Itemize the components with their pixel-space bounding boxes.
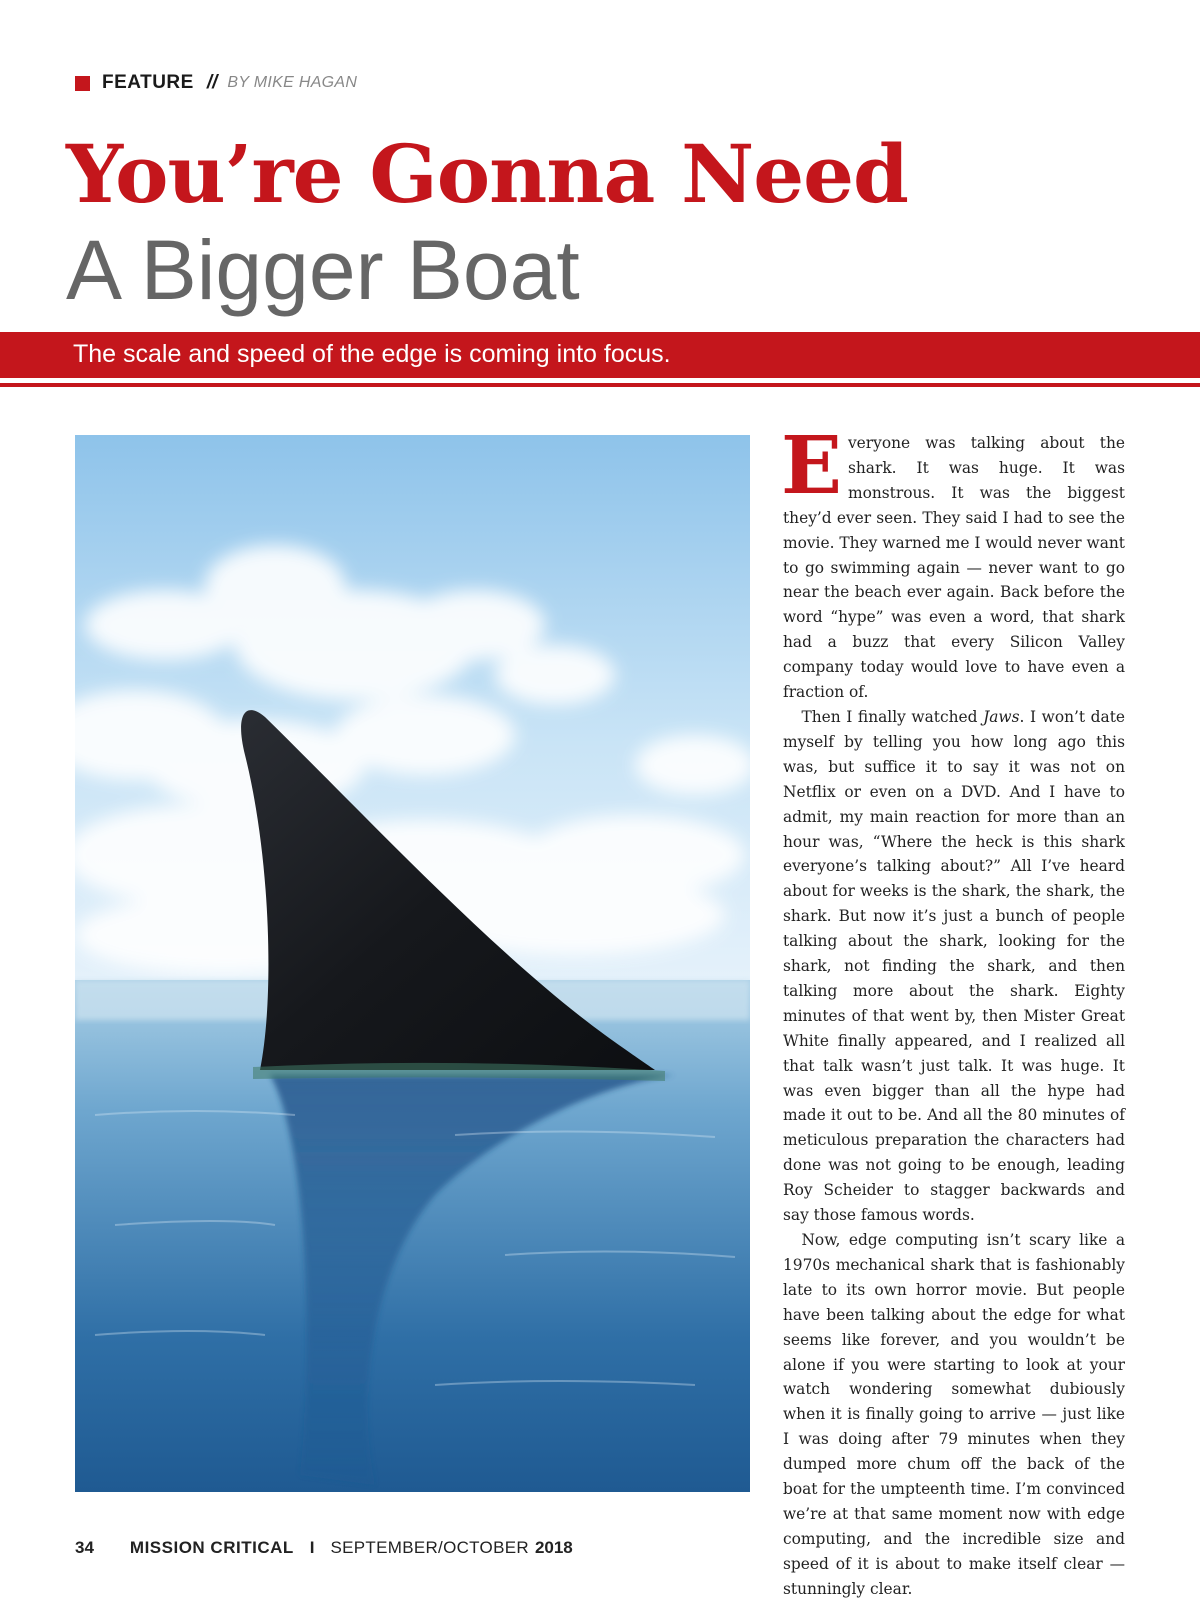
- drop-cap: E: [781, 418, 842, 512]
- shark-fin-photo: [75, 435, 750, 1492]
- headline-line-1: You’re Gonna Need: [66, 127, 908, 221]
- footer-divider: I: [309, 1538, 315, 1557]
- paragraph-2-start: Then I finally watched: [801, 707, 984, 726]
- paragraph-2: [783, 705, 1125, 1228]
- paragraph-3: Now, edge computing isn’t scary like a 1970s mechanical shark that is fashionably late to its own horror movie. But people have been talking about the edge for what seems like forever, and you wouldn’t be alone if you were starting to look at your watch wondering somewhat dubiously when it is finally going to arrive — just like I was doing after 79 minutes when they dumped more chum off the back of the boat for the umpteenth time. I’m convinced we’re at that same moment now with edge computing, and the incredible size and speed of it is about to make itself clear — stunningly clear.: [783, 1231, 1125, 1598]
- section-marker-icon: [75, 76, 90, 91]
- paragraph-1: [781, 418, 1125, 705]
- section-label: FEATURE: [102, 72, 194, 93]
- issue-year: 2018: [534, 1538, 573, 1557]
- deck-banner: [0, 332, 1200, 378]
- article-body: [781, 418, 1125, 1602]
- page-footer: [75, 1536, 573, 1560]
- deck-text: The scale and speed of the edge is coming into focus.: [73, 340, 671, 368]
- movie-title: Jaws: [983, 707, 1020, 726]
- page-number: 34: [75, 1538, 94, 1557]
- paragraph-1-text: veryone was talking about the shark. It was huge. It was monstrous. It was the biggest they’d ever seen. They said I had to see the movie. They warned me I would never want to go swimming again — never want to go near the beach ever again. Back before the word “hype” was even a word, that shark had a buzz that every Silicon Valley company today would love to have even a fraction of.: [783, 434, 1125, 702]
- byline: BY MIKE HAGAN: [227, 74, 358, 91]
- issue-date: SEPTEMBER/OCTOBER: [330, 1538, 529, 1557]
- headline-line-2: A Bigger Boat: [66, 223, 580, 317]
- article-kicker: [75, 72, 357, 94]
- kicker-separator: //: [206, 72, 218, 93]
- magazine-name: MISSION CRITICAL: [129, 1538, 294, 1557]
- paragraph-2-rest: . I won’t date myself by telling you how long ago this was, but suffice it to say it was not on Netflix or even on a DVD. And I have to admit, my main reaction for more than an hour was, “Where the heck is this shark everyone’s talking about?” All I’ve heard about for weeks is the shark, the shark, the shark. But now it’s just a bunch of people talking about the shark, looking for the shark, not finding the shark, and then talking more about the shark. Eighty minutes of that went by, then Mister Great White finally appeared, and I realized all that talk wasn’t just talk. It was huge. It was even bigger than all the hype had made it out to be. And all the 80 minutes of meticulous preparation the characters had done was not going to be enough, leading Roy Scheider to stagger backwards and say those famous words.: [783, 707, 1125, 1225]
- deck-rule: [0, 383, 1200, 387]
- shark-fin-illustration: [75, 435, 750, 1492]
